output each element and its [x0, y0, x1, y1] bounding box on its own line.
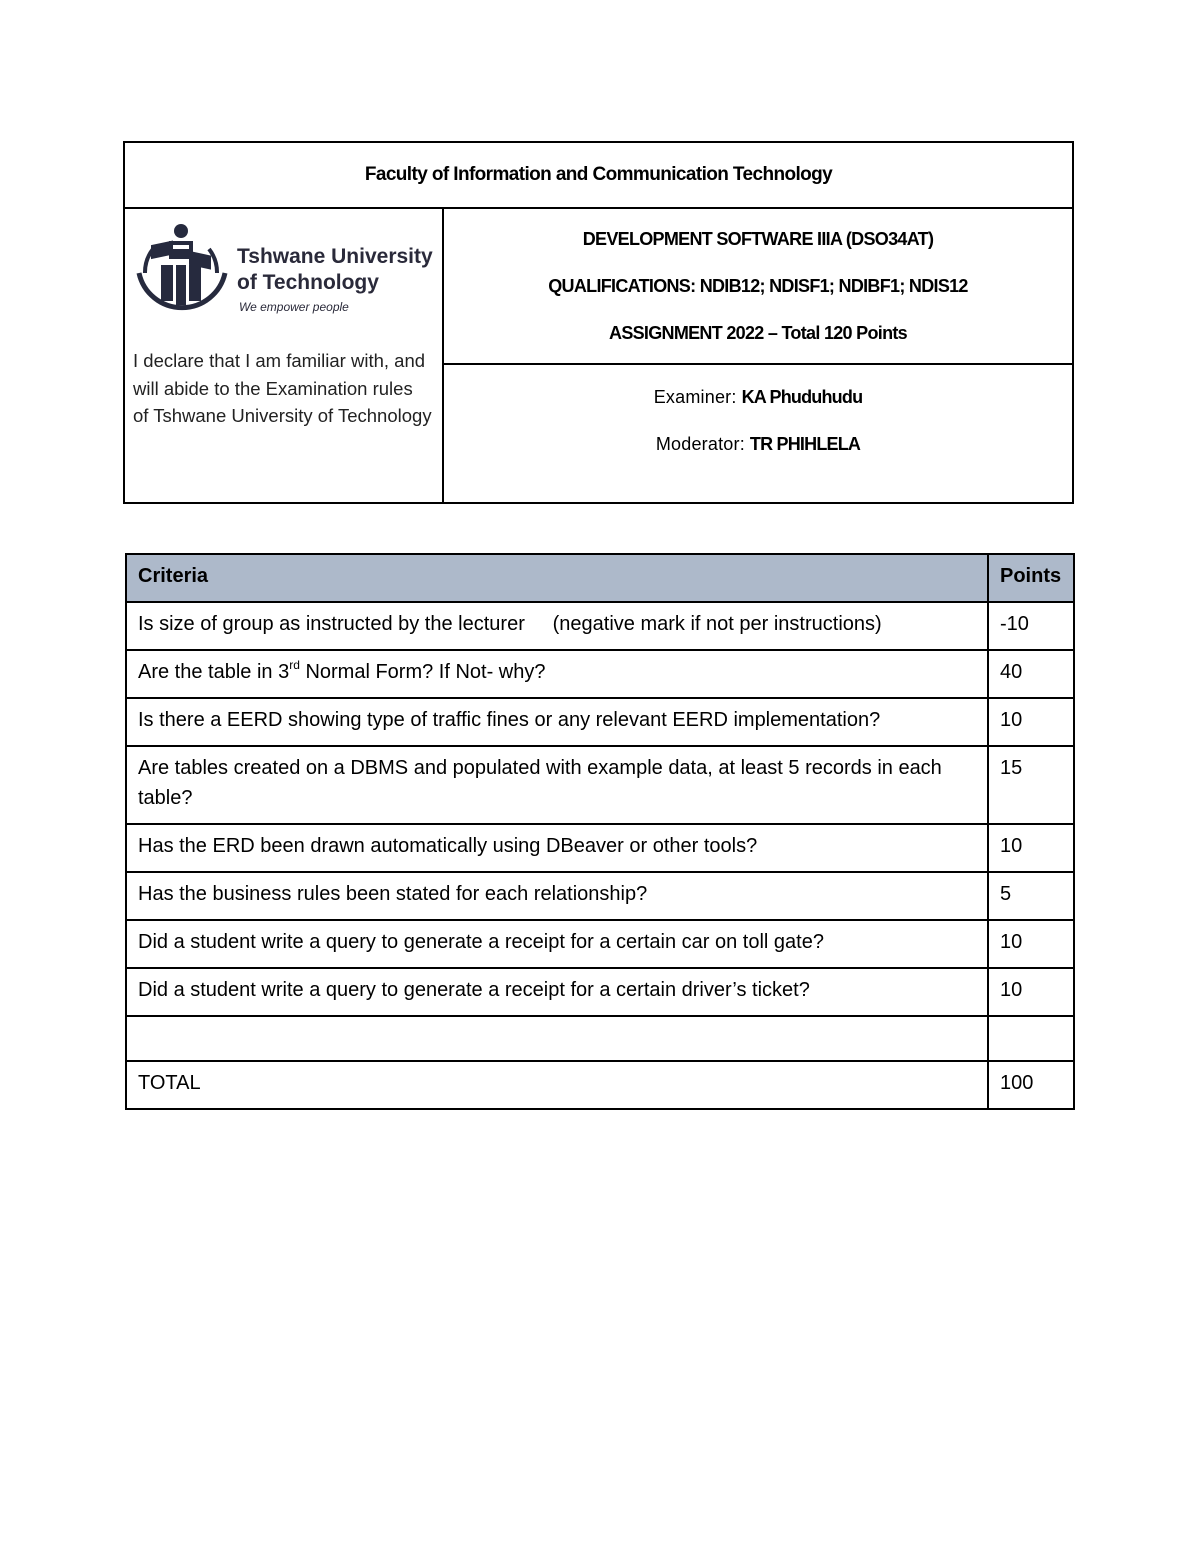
logo-declaration-cell: [125, 207, 444, 502]
course-info-cell: [444, 207, 1072, 365]
faculty-name: Faculty of Information and Communication Technology: [364, 164, 833, 185]
examiner-cell: [444, 365, 1072, 502]
criteria-cell: Did a student write a query to generate a receipt for a certain driver’s ticket?: [126, 968, 988, 1016]
criteria-cell: [126, 650, 988, 698]
table-row: [126, 698, 1074, 746]
tut-emblem-icon: [133, 221, 233, 321]
examiner-name: KA Phuduhudu: [741, 387, 863, 407]
table-row: [126, 746, 1074, 824]
table-header-row: [126, 554, 1074, 602]
course-title: DEVELOPMENT SOFTWARE IIIA (DSO34AT): [582, 229, 934, 249]
moderator-label: Moderator:: [655, 434, 745, 454]
points-cell: 10: [988, 698, 1074, 746]
criteria-cell: [126, 1016, 988, 1061]
table-row: [126, 824, 1074, 872]
ordinal-suffix: rd: [289, 658, 300, 673]
criteria-header: Criteria: [126, 554, 988, 602]
points-cell: 5: [988, 872, 1074, 920]
criteria-cell: Are tables created on a DBMS and populated with example data, at least 5 records in each table?: [126, 746, 988, 824]
total-label: TOTAL: [126, 1061, 988, 1109]
points-cell: -10: [988, 602, 1074, 650]
total-row: [126, 1061, 1074, 1109]
declaration-text: I declare that I am familiar with, and will abide to the Examination rules of Tshwane University of Technology: [133, 350, 432, 426]
tut-logo: [133, 221, 433, 321]
points-cell: 15: [988, 746, 1074, 824]
points-header: Points: [988, 554, 1074, 602]
criteria-text: Normal Form? If Not- why?: [299, 661, 546, 683]
faculty-title: [125, 143, 1072, 209]
criteria-cell: Is size of group as instructed by the lecturer (negative mark if not per instructions): [126, 602, 988, 650]
logo-tagline: We empower people: [239, 300, 349, 314]
qualifications: QUALIFICATIONS: NDIB12; NDISF1; NDIBF1; NDIS12: [548, 276, 968, 296]
points-cell: 10: [988, 824, 1074, 872]
criteria-cell: Has the ERD been drawn automatically using DBeaver or other tools?: [126, 824, 988, 872]
examiner-line: [444, 387, 1072, 408]
points-cell: 10: [988, 968, 1074, 1016]
moderator-line: [444, 434, 1072, 455]
total-points: 100: [988, 1061, 1074, 1109]
table-row: [126, 602, 1074, 650]
examiner-label: Examiner:: [653, 387, 737, 407]
criteria-cell: Has the business rules been stated for each relationship?: [126, 872, 988, 920]
logo-text-line2: of Technology: [237, 271, 379, 294]
empty-row: [126, 1016, 1074, 1061]
moderator-name: TR PHIHLELA: [749, 434, 861, 454]
logo-text-line1: Tshwane University: [237, 245, 433, 268]
table-row: [126, 872, 1074, 920]
points-cell: 40: [988, 650, 1074, 698]
points-cell: 10: [988, 920, 1074, 968]
cover-header-table: [123, 141, 1074, 504]
table-row: [126, 650, 1074, 698]
criteria-text: Are the table in 3: [138, 661, 290, 683]
rubric-table: [125, 553, 1075, 1110]
criteria-cell: Is there a EERD showing type of traffic fines or any relevant EERD implementation?: [126, 698, 988, 746]
points-cell: [988, 1016, 1074, 1061]
table-row: [126, 920, 1074, 968]
table-row: [126, 968, 1074, 1016]
criteria-cell: Did a student write a query to generate a receipt for a certain car on toll gate?: [126, 920, 988, 968]
assignment-title: ASSIGNMENT 2022 – Total 120 Points: [609, 323, 907, 343]
